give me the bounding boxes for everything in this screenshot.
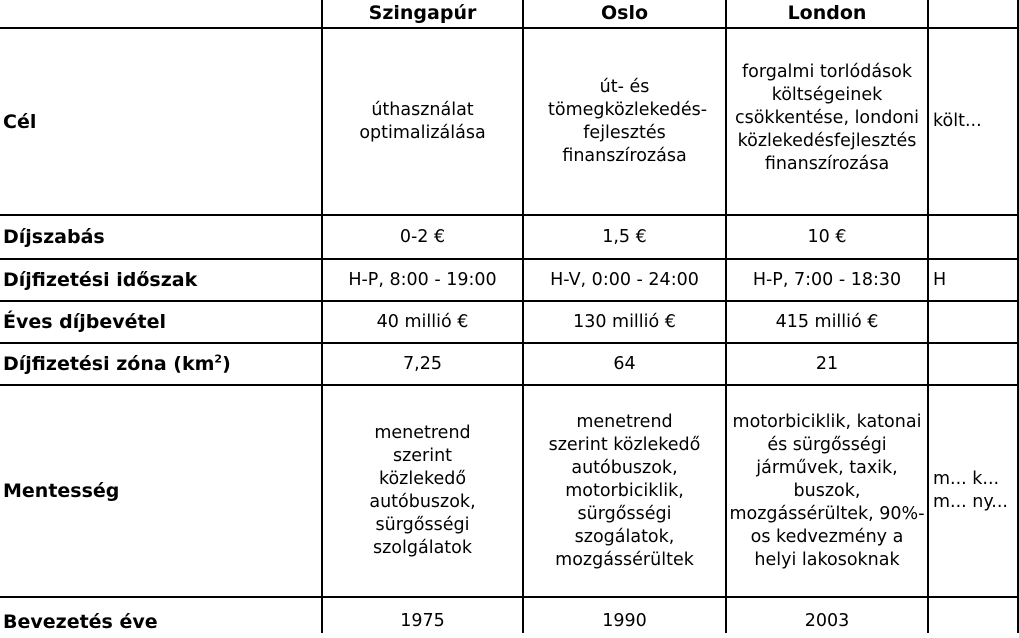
row-label-pricing: Díjszabás (0, 215, 322, 259)
cell-singapore-introduction-year: 1975 (322, 597, 523, 633)
cell-cut-off-introduction-year (928, 597, 1018, 633)
cell-singapore-pricing: 0-2 € (322, 215, 523, 259)
cell-london-exemption: motorbiciklik, katonai és sürgősségi járművek, taxik, buszok, mozgássérültek, 90%-os kedvezmény a helyi lakosoknak (726, 385, 928, 597)
column-header-london: London (726, 0, 928, 28)
row-label-charging-zone (0, 343, 322, 385)
row-introduction-year (0, 597, 1018, 633)
row-label-charging-zone-close: ) (222, 353, 231, 375)
row-exemption (0, 385, 1018, 597)
column-header-singapore: Szingapúr (322, 0, 523, 28)
row-charging-zone (0, 343, 1018, 385)
cell-cut-off-goal: költ... (928, 28, 1018, 215)
cell-london-goal: forgalmi torlódások költségeinek csökkentése, londoni közlekedésfejlesztés finanszírozása (726, 28, 928, 215)
row-label-goal: Cél (0, 28, 322, 215)
cell-singapore-goal: úthasználat optimalizálása (322, 28, 523, 215)
cell-singapore-charging-zone: 7,25 (322, 343, 523, 385)
row-annual-revenue (0, 301, 1018, 343)
cell-singapore-exemption: menetrend szerint közlekedő autóbuszok, sürgősségi szolgálatok (322, 385, 523, 597)
cell-london-annual-revenue: 415 millió € (726, 301, 928, 343)
cell-oslo-goal: út- és tömegközlekedés-fejlesztés finanszírozása (523, 28, 726, 215)
cell-cut-off-exemption: m... k... m... ny... (928, 385, 1018, 597)
row-charging-period (0, 259, 1018, 301)
row-pricing (0, 215, 1018, 259)
cell-oslo-introduction-year: 1990 (523, 597, 726, 633)
cell-cut-off-charging-zone (928, 343, 1018, 385)
row-label-charging-zone-text: Díjfizetési zóna (km (3, 353, 215, 375)
cell-singapore-charging-period: H-P, 8:00 - 19:00 (322, 259, 523, 301)
header-corner (0, 0, 322, 28)
row-label-charging-zone-superscript: 2 (214, 352, 223, 366)
column-header-oslo: Oslo (523, 0, 726, 28)
row-goal (0, 28, 1018, 215)
cell-oslo-exemption: menetrend szerint közlekedő autóbuszok, motorbiciklik, sürgősségi szogálatok, mozgássérültek (523, 385, 726, 597)
row-label-introduction-year: Bevezetés éve (0, 597, 322, 633)
cell-singapore-annual-revenue: 40 millió € (322, 301, 523, 343)
header-row (0, 0, 1018, 28)
column-header-cut-off (928, 0, 1018, 28)
cell-oslo-charging-period: H-V, 0:00 - 24:00 (523, 259, 726, 301)
cell-cut-off-annual-revenue (928, 301, 1018, 343)
row-label-annual-revenue: Éves díjbevétel (0, 301, 322, 343)
cell-oslo-annual-revenue: 130 millió € (523, 301, 726, 343)
cell-london-charging-period: H-P, 7:00 - 18:30 (726, 259, 928, 301)
row-label-charging-period: Díjfizetési időszak (0, 259, 322, 301)
row-label-exemption: Mentesség (0, 385, 322, 597)
cell-london-introduction-year: 2003 (726, 597, 928, 633)
cell-oslo-pricing: 1,5 € (523, 215, 726, 259)
cell-london-charging-zone: 21 (726, 343, 928, 385)
cell-cut-off-pricing (928, 215, 1018, 259)
cell-london-pricing: 10 € (726, 215, 928, 259)
cell-cut-off-charging-period: H (928, 259, 1018, 301)
cell-oslo-charging-zone: 64 (523, 343, 726, 385)
